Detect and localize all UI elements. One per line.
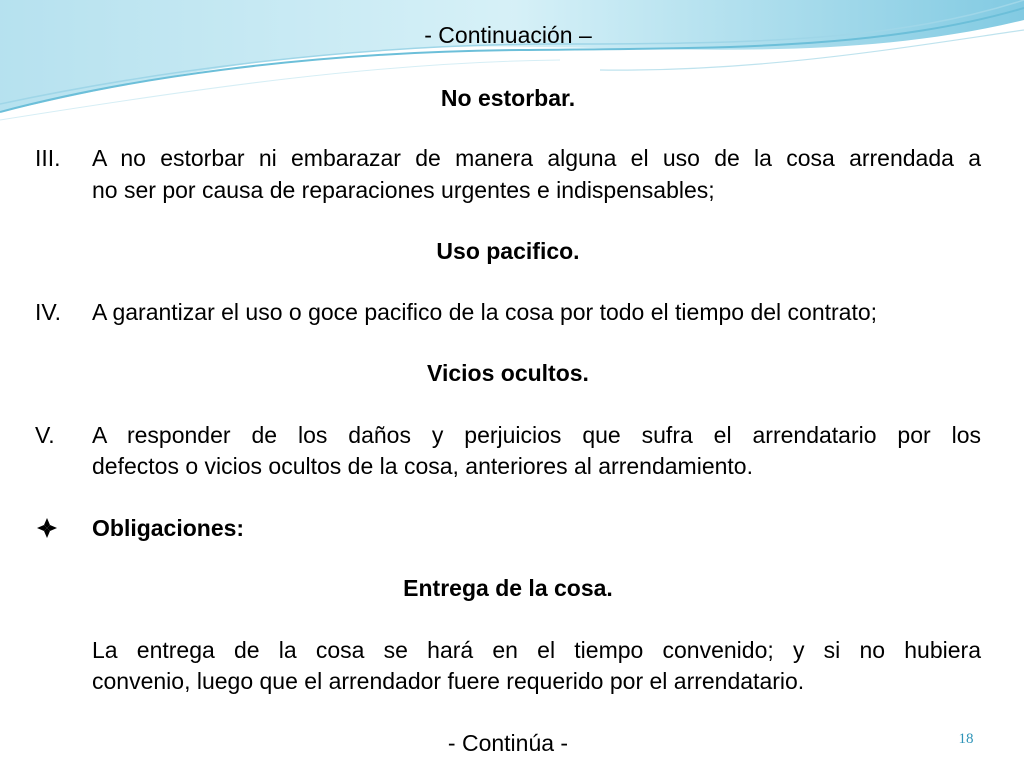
numeral-iii: III.	[35, 145, 61, 171]
subheading-entrega: Entrega de la cosa.	[403, 575, 613, 601]
numeral-iv: IV.	[35, 299, 62, 325]
section-iii-line-1: A no estorbar ni embarazar de manera alguna el uso de la cosa arrendada a	[92, 145, 981, 171]
continues-footer: - Continúa -	[447, 730, 569, 756]
section-heading-uso-pacifico: Uso pacifico.	[436, 238, 580, 264]
numeral-v: V.	[35, 422, 55, 448]
entrega-line-2: convenio, luego que el arrendador fuere requerido por el arrendatario.	[92, 668, 805, 694]
obligations-title: Obligaciones:	[92, 515, 245, 541]
diamond-bullet-icon	[36, 517, 58, 539]
page-number: 18	[958, 731, 974, 747]
entrega-line-1: La entrega de la cosa se hará en el tiempo convenido; y si no hubiera	[92, 637, 981, 663]
section-iii-line-2: no ser por causa de reparaciones urgentes e indispensables;	[92, 177, 715, 203]
section-heading-vicios-ocultos: Vicios ocultos.	[427, 360, 589, 386]
continuation-header: - Continuación –	[424, 22, 592, 48]
section-iv-line-1: A garantizar el uso o goce pacifico de la cosa por todo el tiempo del contrato;	[92, 299, 878, 325]
section-v-line-2: defectos o vicios ocultos de la cosa, anteriores al arrendamiento.	[92, 453, 753, 479]
section-v-line-1: A responder de los daños y perjuicios que sufra el arrendatario por los	[92, 422, 981, 448]
section-heading-no-estorbar: No estorbar.	[440, 85, 576, 111]
